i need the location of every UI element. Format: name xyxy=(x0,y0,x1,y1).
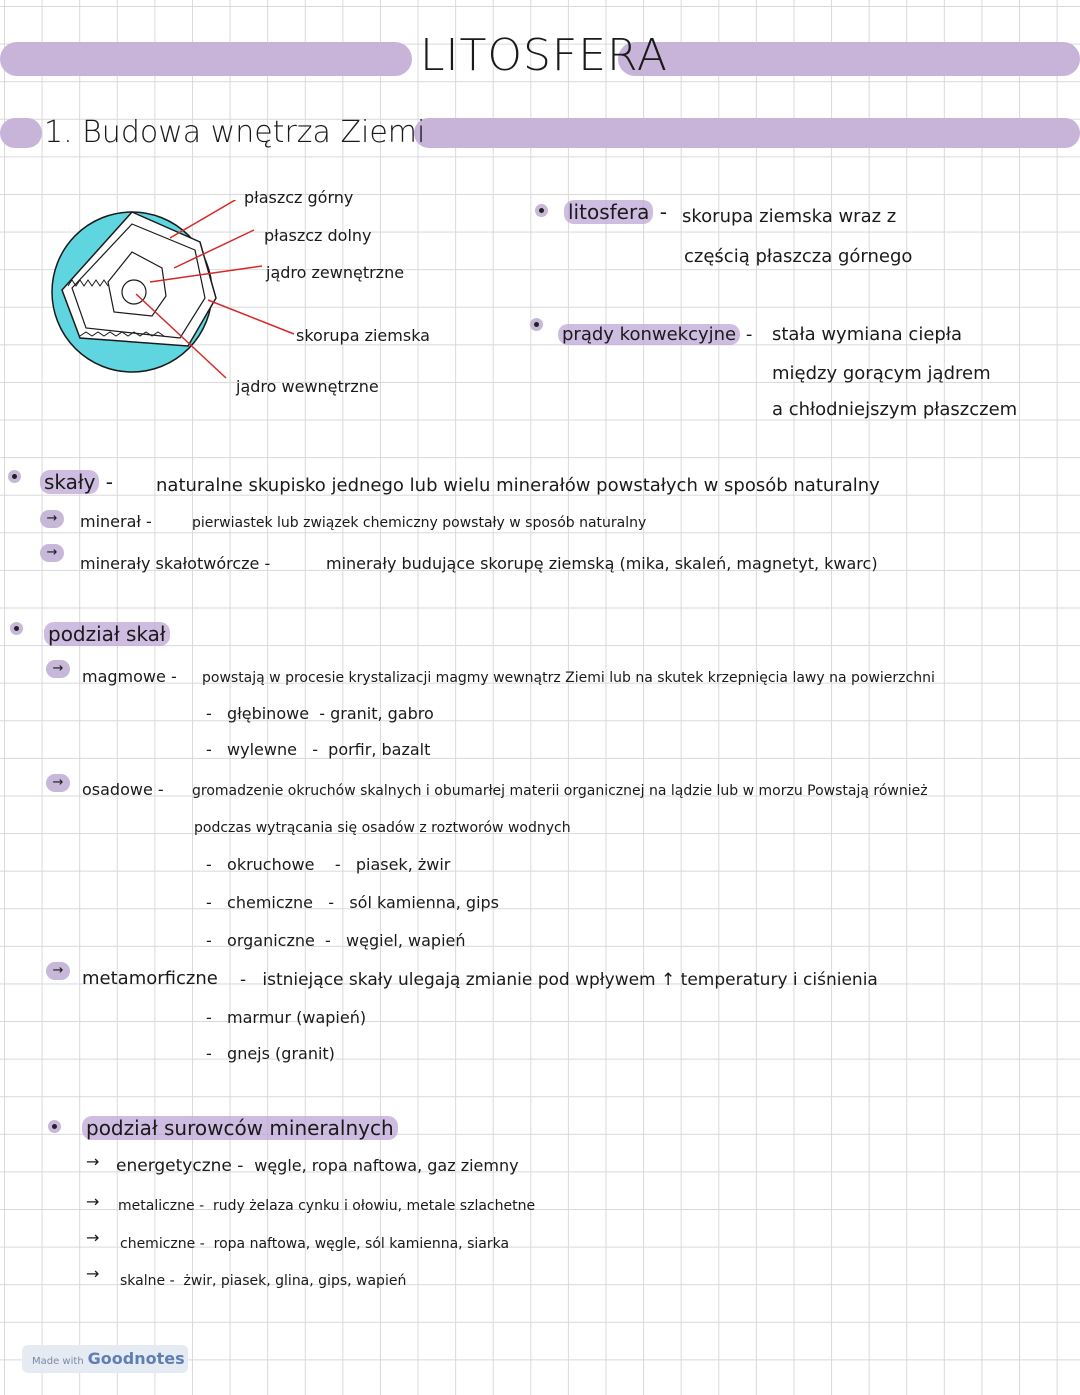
pointer-plaszcz-gorny xyxy=(170,200,242,238)
magmowe-def: powstają w procesie krystalizacji magmy wewnątrz Ziemi lub na skutek krzepnięcia lawy na powierzchni xyxy=(202,670,935,686)
page-title: LITOSFERA xyxy=(420,30,668,81)
section-bar-left xyxy=(0,118,42,148)
osadowe-sub-3: - organiczne - węgiel, wapień xyxy=(206,931,466,950)
magmowe-term: magmowe - xyxy=(82,667,177,686)
osadowe-sub-1: - okruchowe - piasek, żwir xyxy=(206,855,451,874)
label-skorupa: skorupa ziemska xyxy=(296,326,430,345)
label-plaszcz-dolny: płaszcz dolny xyxy=(264,226,372,245)
surowce-item-2: metaliczne - rudy żelaza cynku i ołowiu, metale szlachetne xyxy=(118,1198,536,1214)
osadowe-def-1: gromadzenie okruchów skalnych i obumarłej materii organicznej na lądzie lub w morzu Powstają również xyxy=(192,783,928,799)
prady-def-line1: stała wymiana ciepła xyxy=(772,324,962,345)
litosfera-def-line2: częścią płaszcza górnego xyxy=(684,246,913,267)
skalotworcze-def: minerały budujące skorupę ziemską (mika, skaleń, magnetyt, kwarc) xyxy=(326,554,878,573)
bullet-skaly xyxy=(8,470,21,483)
arrow-surowce-3: → xyxy=(86,1228,100,1247)
title-bar-left xyxy=(0,42,412,76)
osadowe-sub-2: - chemiczne - sól kamienna, gips xyxy=(206,893,499,912)
prady-def-line3: a chłodniejszym płaszczem xyxy=(772,399,1018,420)
metamorficzne-term: metamorficzne xyxy=(82,968,218,989)
pointer-skorupa xyxy=(208,300,294,334)
surowce-item-3: chemiczne - ropa naftowa, węgle, sól kamienna, siarka xyxy=(120,1236,510,1252)
litosfera-def-line1: skorupa ziemska wraz z xyxy=(682,206,897,227)
skaly-definition: naturalne skupisko jednego lub wielu minerałów powstałych w sposób naturalny xyxy=(156,475,880,496)
arrow-surowce-2: → xyxy=(86,1192,100,1211)
metamorficzne-sub-2: - gnejs (granit) xyxy=(206,1044,335,1063)
metamorficzne-sub-1: - marmur (wapień) xyxy=(206,1008,367,1027)
podzial-skal-heading: podział skał xyxy=(44,622,170,646)
arrow-metamorficzne: → xyxy=(46,962,70,980)
osadowe-def-2: podczas wytrącania się osadów z roztworów wodnych xyxy=(194,820,571,836)
metamorficzne-def: - istniejące skały ulegają zmianie pod wpływem ↑ temperatury i ciśnienia xyxy=(240,970,878,990)
skaly-term: skały - xyxy=(40,470,113,494)
bullet-prady xyxy=(530,318,543,331)
label-jadro-wewnetrzne: jądro wewnętrzne xyxy=(236,377,379,396)
arrow-surowce-1: → xyxy=(86,1152,100,1171)
label-jadro-zewnetrzne: jądro zewnętrzne xyxy=(266,263,405,282)
prady-def-line2: między gorącym jądrem xyxy=(772,363,991,384)
surowce-heading: podział surowców mineralnych xyxy=(82,1116,398,1140)
osadowe-term: osadowe - xyxy=(82,780,164,799)
bullet-litosfera xyxy=(535,204,548,217)
arrow-surowce-4: → xyxy=(86,1264,100,1283)
section-bar-right xyxy=(414,118,1080,148)
label-plaszcz-gorny: płaszcz górny xyxy=(244,188,354,207)
arrow-skalotworcze: → xyxy=(40,544,64,562)
prady-term: prądy konwekcyjne - xyxy=(558,324,752,345)
mineral-term: minerał - xyxy=(80,512,152,531)
surowce-item-1: energetyczne - węgle, ropa naftowa, gaz ziemny xyxy=(116,1156,519,1176)
arrow-mineral: → xyxy=(40,510,64,528)
skalotworcze-term: minerały skałotwórcze - xyxy=(80,554,271,573)
magmowe-sub-1: - głębinowe - granit, gabro xyxy=(206,704,434,723)
surowce-item-4: skalne - żwir, piasek, glina, gips, wapień xyxy=(120,1273,407,1289)
magmowe-sub-2: - wylewne - porfir, bazalt xyxy=(206,740,431,759)
bullet-surowce xyxy=(48,1120,61,1133)
bullet-podzial-skal xyxy=(10,622,23,635)
arrow-magmowe: → xyxy=(46,660,70,678)
litosfera-term: litosfera - xyxy=(564,200,667,224)
title-bar-right xyxy=(618,42,1080,76)
earth-diagram xyxy=(40,200,300,400)
goodnotes-watermark: Made with Goodnotes xyxy=(22,1345,188,1373)
section-heading: 1. Budowa wnętrza Ziemi xyxy=(44,115,426,150)
mineral-def: pierwiastek lub związek chemiczny powstały w sposób naturalny xyxy=(192,515,647,531)
arrow-osadowe: → xyxy=(46,774,70,792)
